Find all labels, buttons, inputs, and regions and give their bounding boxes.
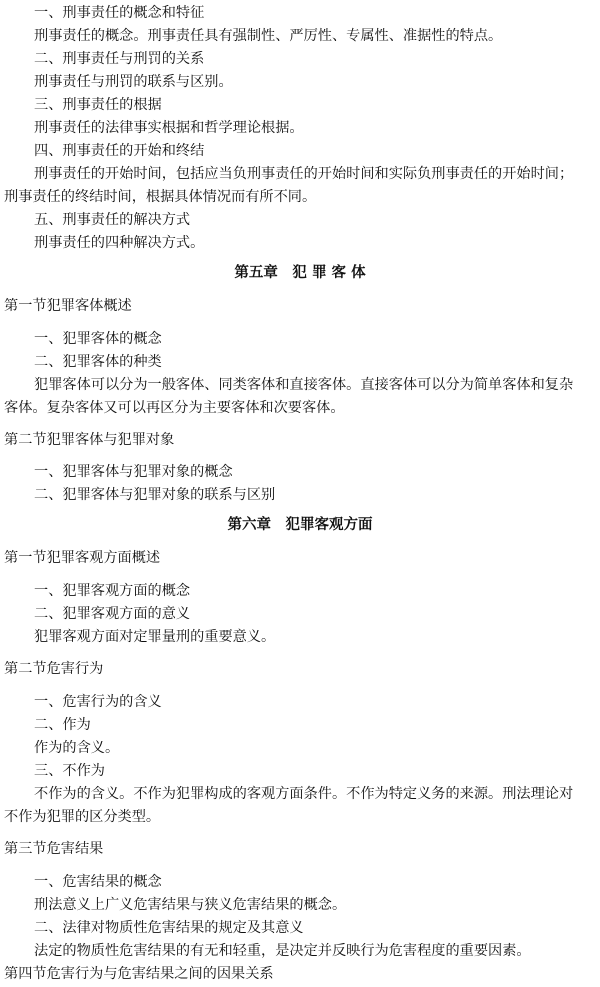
ch5-section-1-title: 第一节犯罪客体概述 [4,298,132,314]
ch6-s2-heading-1: 一、危害行为的含义 [34,694,162,710]
paragraph-liability-concept: 刑事责任的概念。刑事责任具有强制性、严厉性、专属性、准据性的特点。 [34,28,503,44]
heading-liability-resolution: 五、刑事责任的解决方式 [34,212,191,228]
ch5-s1-heading-1: 一、犯罪客体的概念 [34,331,162,347]
chapter-6-title: 第六章 犯罪客观方面 [227,516,373,533]
ch6-s3-heading-1: 一、危害结果的概念 [34,874,162,890]
paragraph-liability-resolution: 刑事责任的四种解决方式。 [34,235,205,251]
paragraph-liability-punishment: 刑事责任与刑罚的联系与区别。 [34,74,233,90]
ch6-section-2-title: 第二节危害行为 [4,661,104,677]
ch6-s1-paragraph: 犯罪客观方面对定罪量刑的重要意义。 [34,629,276,645]
paragraph-liability-start-end-line1: 刑事责任的开始时间，包括应当负刑事责任的开始时间和实际负刑事责任的开始时间； [34,166,574,182]
ch6-s2-heading-3: 三、不作为 [34,763,105,779]
ch6-s2-paragraph-2: 作为的含义。 [34,740,120,756]
ch5-s2-heading-1: 一、犯罪客体与犯罪对象的概念 [34,464,233,480]
ch5-s2-heading-2: 二、犯罪客体与犯罪对象的联系与区别 [34,487,276,503]
ch5-s1-paragraph-line2: 客体。复杂客体又可以再区分为主要客体和次要客体。 [4,400,345,416]
ch6-section-3-title: 第三节危害结果 [4,841,104,857]
heading-liability-concept: 一、刑事责任的概念和特征 [34,5,205,21]
ch5-s1-heading-2: 二、犯罪客体的种类 [34,354,162,370]
ch6-s3-paragraph-2: 法定的物质性危害结果的有无和轻重，是决定并反映行为危害程度的重要因素。 [34,943,531,959]
heading-liability-punishment: 二、刑事责任与刑罚的关系 [34,51,205,67]
ch5-section-2-title: 第二节犯罪客体与犯罪对象 [4,432,175,448]
ch6-s1-heading-1: 一、犯罪客观方面的概念 [34,583,191,599]
ch6-section-4-title: 第四节危害行为与危害结果之间的因果关系 [4,966,274,982]
ch6-s2-heading-2: 二、作为 [34,717,91,733]
ch5-s1-paragraph-line1: 犯罪客体可以分为一般客体、同类客体和直接客体。直接客体可以分为简单客体和复杂 [34,377,574,393]
ch6-section-1-title: 第一节犯罪客观方面概述 [4,550,161,566]
chapter-5-title: 第五章 犯 罪 客 体 [234,264,366,281]
heading-liability-basis: 三、刑事责任的根据 [34,97,162,113]
ch6-s3-paragraph-1: 刑法意义上广义危害结果与狭义危害结果的概念。 [34,897,347,913]
ch6-s3-heading-2: 二、法律对物质性危害结果的规定及其意义 [34,920,304,936]
paragraph-liability-basis: 刑事责任的法律事实根据和哲学理论根据。 [34,120,304,136]
heading-liability-start-end: 四、刑事责任的开始和终结 [34,143,205,159]
ch6-s2-paragraph-3-line2: 不作为犯罪的区分类型。 [4,809,161,825]
ch6-s1-heading-2: 二、犯罪客观方面的意义 [34,606,191,622]
ch6-s2-paragraph-3-line1: 不作为的含义。不作为犯罪构成的客观方面条件。不作为特定义务的来源。刑法理论对 [34,786,574,802]
paragraph-liability-start-end-line2: 刑事责任的终结时间，根据具体情况而有所不同。 [4,189,317,205]
